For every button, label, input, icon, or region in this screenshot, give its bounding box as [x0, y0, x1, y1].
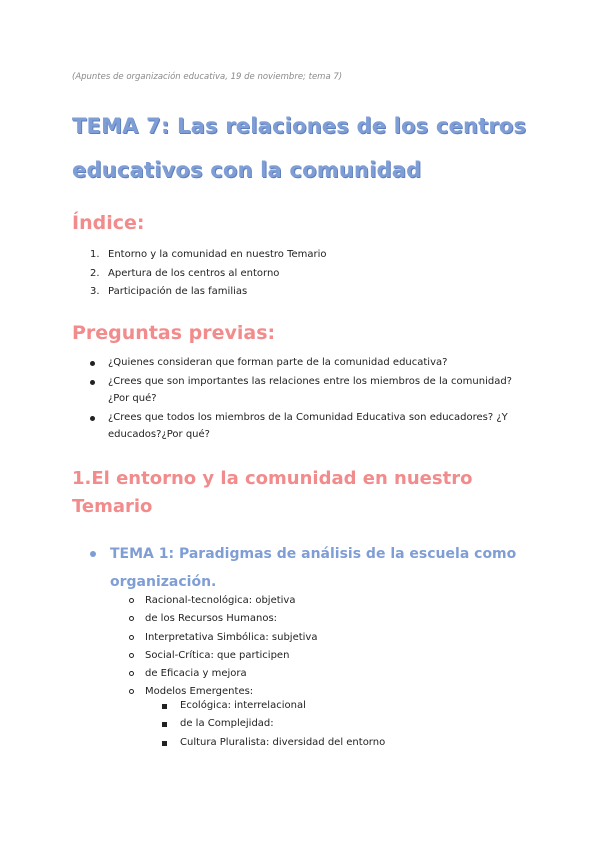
indice-list: [72, 246, 327, 302]
list-item: de los Recursos Humanos:: [72, 610, 317, 628]
tema1-heading: TEMA 1: Paradigmas de análisis de la escuela como organización.: [72, 540, 542, 596]
list-item: 3. Participación de las familias: [90, 286, 248, 297]
list-item: ¿Crees que son importantes las relaciones entre los miembros de la comunidad? ¿Por qué?: [72, 373, 532, 407]
circle-bullet-icon: [129, 671, 134, 676]
circle-bullet-icon: [129, 598, 134, 603]
header-note: (Apuntes de organización educativa, 19 de noviembre; tema 7): [72, 72, 343, 82]
bullet-icon: [90, 361, 95, 366]
bullet-icon: [90, 551, 96, 557]
circle-bullet-icon: [129, 635, 134, 640]
section1-heading: 1.El entorno y la comunidad en nuestro Temario: [72, 468, 473, 517]
list-item: ¿Crees que todos los miembros de la Comunidad Educativa son educadores? ¿Y educados?¿Por qué?: [72, 409, 532, 443]
tema1-block: [72, 540, 542, 596]
list-item: de Eficacia y mejora: [72, 665, 317, 683]
list-item: Interpretativa Simbólica: subjetiva: [72, 629, 317, 647]
list-item: Social-Crítica: que participen: [72, 647, 317, 665]
list-item: 1. Entorno y la comunidad en nuestro Temario: [90, 249, 327, 260]
list-item: Cultura Pluralista: diversidad del entorno: [72, 734, 385, 752]
list-item: ¿Quienes consideran que forman parte de la comunidad educativa?: [72, 354, 532, 371]
square-bullet-icon: [162, 741, 167, 746]
indice-heading: Índice:: [72, 212, 145, 234]
list-item: Modelos Emergentes:: [72, 683, 317, 701]
circle-bullet-icon: [129, 616, 134, 621]
bullet-icon: [90, 416, 95, 421]
list-item: Racional-tecnológica: objetiva: [72, 592, 317, 610]
list-item: Ecológica: interrelacional: [72, 697, 385, 715]
modelos-emergentes-list: [72, 697, 385, 752]
preguntas-list: [72, 354, 532, 445]
preguntas-heading: Preguntas previas:: [72, 322, 276, 344]
circle-bullet-icon: [129, 653, 134, 658]
square-bullet-icon: [162, 722, 167, 727]
page-title: TEMA 7: Las relaciones de los centros educativos con la comunidad: [72, 114, 527, 182]
bullet-icon: [90, 380, 95, 385]
circle-bullet-icon: [129, 689, 134, 694]
list-item: de la Complejidad:: [72, 715, 385, 733]
list-item: 2. Apertura de los centros al entorno: [90, 267, 280, 279]
square-bullet-icon: [162, 704, 167, 709]
tema1-list: [72, 592, 317, 702]
